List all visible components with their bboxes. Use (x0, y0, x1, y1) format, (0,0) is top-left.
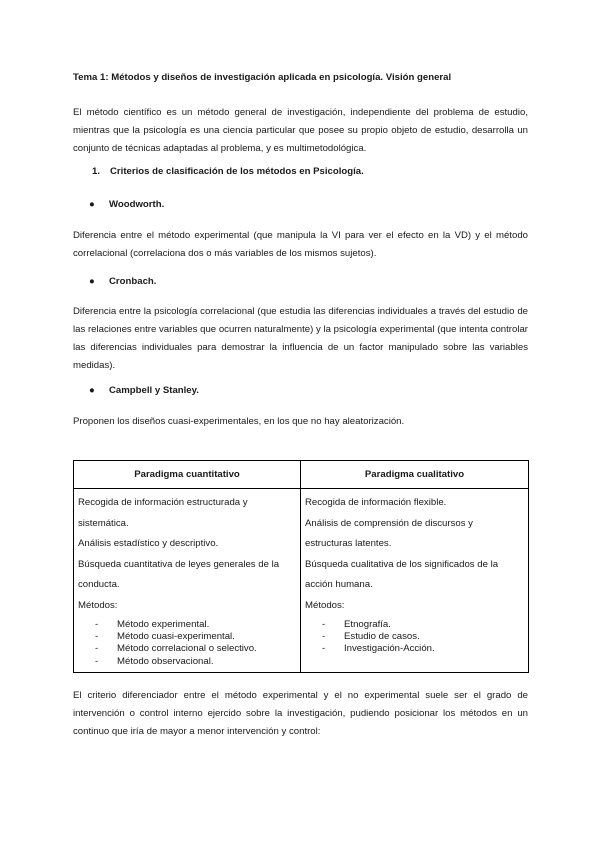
quantitative-methods-list (78, 619, 296, 669)
quantitative-cell (74, 489, 301, 673)
list-item (78, 631, 296, 643)
woodworth-heading (89, 199, 164, 210)
method-label: Método correlacional o selectivo. (117, 643, 257, 655)
campbell-label: Campbell y Stanley. (109, 385, 199, 396)
dash-icon: - (322, 643, 326, 655)
qualitative-cell (301, 489, 529, 673)
table-line: Recogida de información flexible. (305, 497, 447, 508)
table-line: sistemática. (78, 517, 129, 529)
method-label: Método experimental. (117, 618, 210, 630)
header-quantitative: Paradigma cuantitativo (74, 461, 301, 489)
methods-label: Métodos: (78, 599, 118, 611)
table-line: Análisis de comprensión de discursos y (305, 517, 473, 529)
section-label: Criterios de clasificación de los métodos en Psicología. (110, 166, 364, 177)
woodworth-label: Woodworth. (109, 199, 165, 210)
method-label: Método cuasi-experimental. (117, 630, 235, 642)
table-body-row (74, 489, 529, 673)
list-item (78, 643, 296, 655)
table-line: conducta. (78, 579, 120, 591)
list-item (305, 643, 524, 655)
paradigm-table (73, 460, 529, 673)
table-line: Búsqueda cuantitativa de leyes generales de la (78, 558, 280, 570)
cronbach-label: Cronbach. (109, 276, 157, 287)
dash-icon: - (95, 643, 99, 655)
intro-paragraph: El método científico es un método general de investigación, independiente del problema de estudio, mientras que la psicología es una ciencia particular que posee su propio objeto de estudio, desarrolla un conjunto de técnicas adaptadas al problema, y es multimetodológica. (73, 107, 528, 154)
dash-icon: - (322, 630, 326, 642)
list-item (78, 619, 296, 631)
list-item (305, 631, 524, 643)
table-line: acción humana. (305, 579, 373, 591)
method-label: Investigación-Acción. (344, 643, 435, 655)
dash-icon: - (322, 618, 326, 630)
method-label: Método observacional. (117, 655, 214, 667)
dash-icon: - (95, 655, 99, 667)
table-line: Búsqueda cualitativa de los significados de la (305, 558, 499, 570)
list-item (305, 619, 524, 631)
methods-label: Métodos: (305, 599, 345, 611)
bullet-icon: ● (89, 276, 95, 287)
table-line: Recogida de información estructurada y (78, 497, 248, 508)
dash-icon: - (95, 630, 99, 642)
table-line: Análisis estadístico y descriptivo. (78, 538, 219, 550)
qualitative-methods-list (305, 619, 524, 656)
section-number: 1. (92, 166, 101, 177)
bullet-icon: ● (89, 385, 95, 396)
campbell-paragraph: Proponen los diseños cuasi-experimentales, en los que no hay aleatorización. (73, 416, 405, 427)
cronbach-paragraph: Diferencia entre la psicología correlacional (que estudia las diferencias individuales a través del estudio de las relaciones entre variables que ocurren naturalmente) y la psicología experimental (que intenta controlar las diferencias individuales para demostrar la influencia de un factor manipulado sobre las variables medidas). (73, 306, 528, 371)
header-qualitative: Paradigma cualitativo (301, 461, 529, 489)
method-label: Etnografía. (344, 618, 391, 630)
list-item (78, 656, 296, 668)
method-label: Estudio de casos. (344, 630, 420, 642)
closing-paragraph: El criterio diferenciador entre el método experimental y el no experimental suele ser el grado de intervención o control interno ejercido sobre la investigación, pudiendo posicionar los métodos en un continuo que iría de mayor a menor intervención y control: (73, 690, 528, 737)
table-line: estructuras latentes. (305, 538, 392, 550)
document-title: Tema 1: Métodos y diseños de investigación aplicada en psicología. Visión general (73, 72, 452, 83)
bullet-icon: ● (89, 199, 95, 210)
section-heading (92, 166, 364, 177)
campbell-heading (89, 385, 199, 396)
table-header-row (74, 461, 529, 489)
cronbach-heading (89, 276, 156, 287)
dash-icon: - (95, 618, 99, 630)
woodworth-paragraph: Diferencia entre el método experimental (que manipula la VI para ver el efecto en la VD) y el método correlacional (correlaciona dos o más variables de los mismos sujetos). (73, 230, 528, 259)
